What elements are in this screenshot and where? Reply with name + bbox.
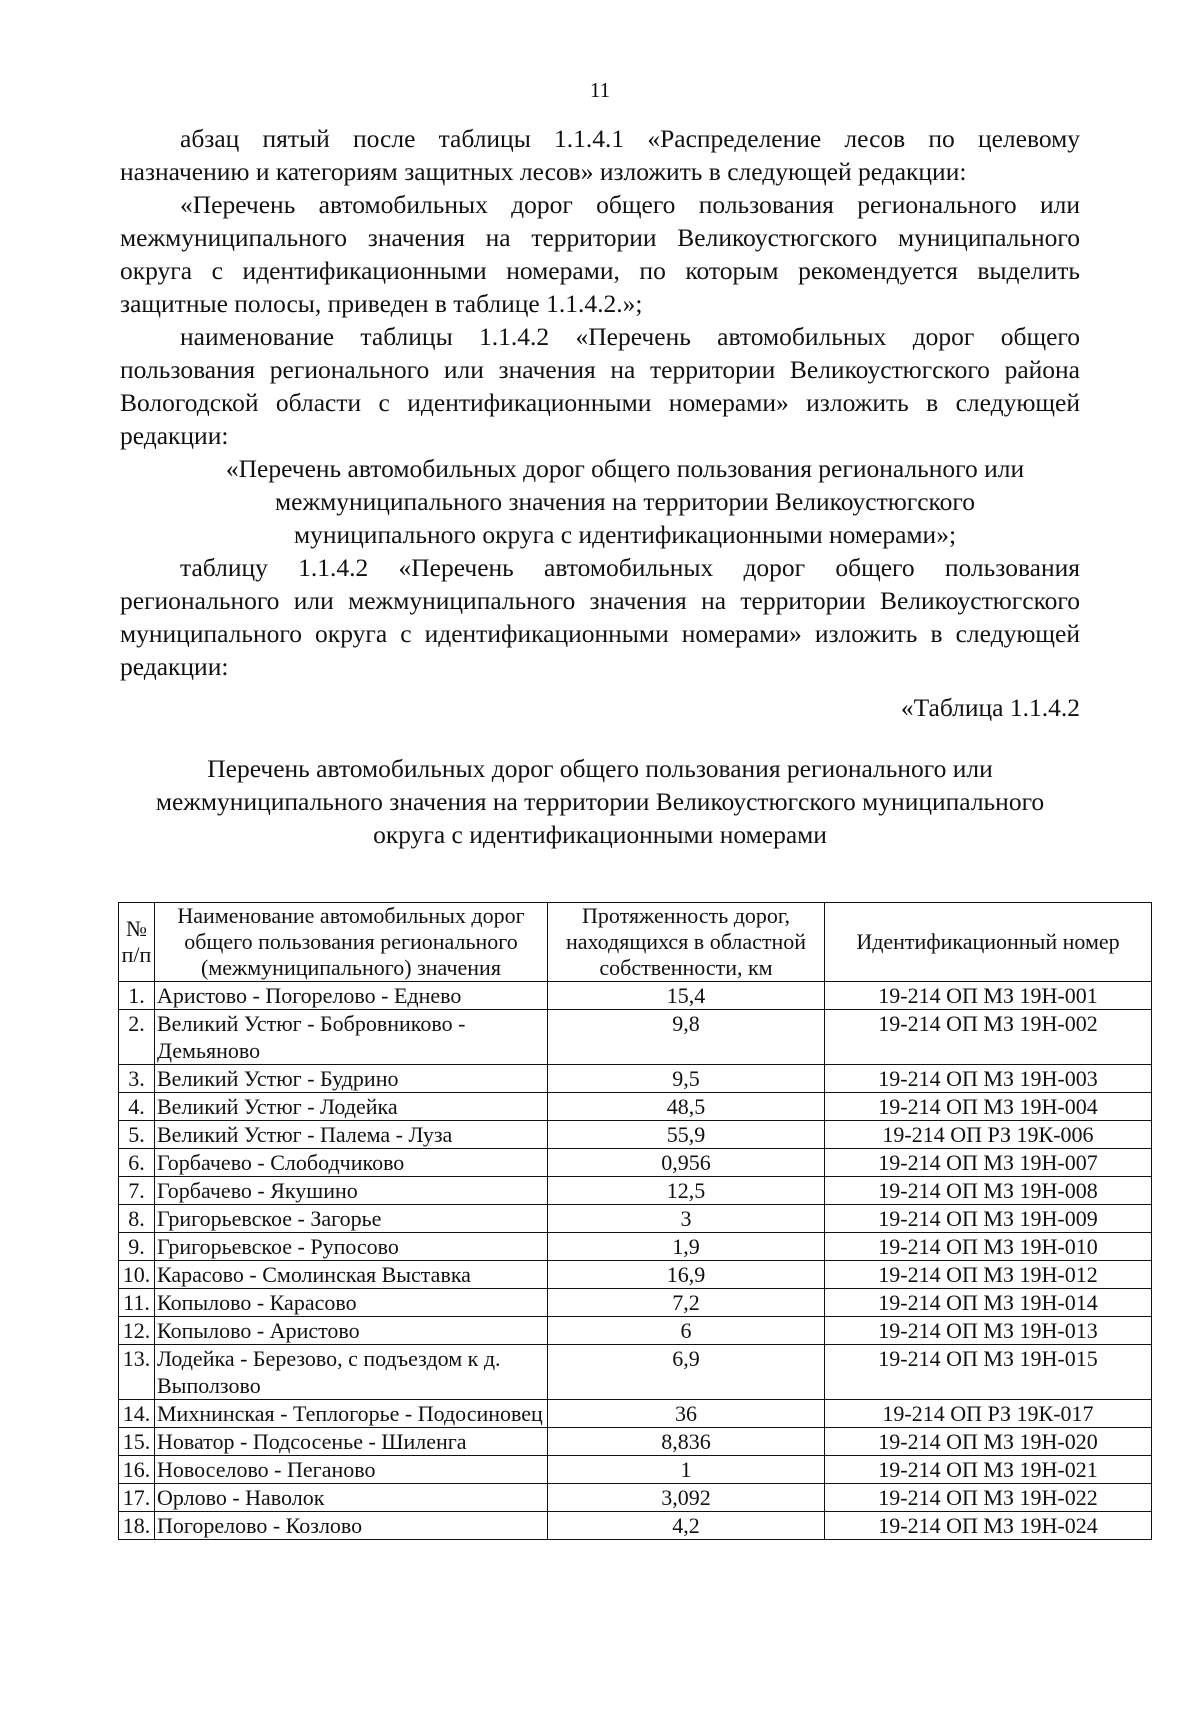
road-id-number: 19-214 ОП МЗ 19Н-013 — [825, 1317, 1152, 1345]
table-title: Перечень автомобильных дорог общего пользования регионального или межмуниципального значения на территории Великоустюгского муниципального округа с идентификационными номерами — [155, 754, 1045, 849]
row-number: 1. — [119, 982, 155, 1010]
row-number: 6. — [119, 1149, 155, 1177]
table-body — [119, 982, 1152, 1540]
road-id-number: 19-214 ОП МЗ 19Н-020 — [825, 1428, 1152, 1456]
row-number: 4. — [119, 1093, 155, 1121]
road-name: Михнинская - Теплогорье - Подосиновец — [155, 1400, 548, 1428]
road-name: Горбачево - Якушино — [155, 1177, 548, 1205]
table-row — [119, 1065, 1152, 1093]
row-number: 12. — [119, 1317, 155, 1345]
table-row — [119, 1484, 1152, 1512]
road-length: 7,2 — [548, 1289, 825, 1317]
table-row — [119, 1177, 1152, 1205]
paragraph-1: абзац пятый после таблицы 1.1.4.1 «Распределение лесов по целевому назначению и категориям защитных лесов» изложить в следующей редакции: — [120, 124, 1080, 186]
road-id-number: 19-214 ОП МЗ 19Н-010 — [825, 1233, 1152, 1261]
road-name: Великий Устюг - Лодейка — [155, 1093, 548, 1121]
road-name: Новоселово - Пеганово — [155, 1456, 548, 1484]
row-number: 8. — [119, 1205, 155, 1233]
table-row — [119, 1233, 1152, 1261]
header-road-name: Наименование автомобильных дорог общего пользования регионального (межмуниципального) значения — [155, 903, 548, 982]
road-id-number: 19-214 ОП МЗ 19Н-012 — [825, 1261, 1152, 1289]
road-length: 3,092 — [548, 1484, 825, 1512]
table-row — [119, 1261, 1152, 1289]
road-length: 15,4 — [548, 982, 825, 1010]
road-name: Лодейка - Березово, с подъездом к д. Выползово — [155, 1345, 548, 1400]
road-length: 6,9 — [548, 1345, 825, 1400]
row-number: 13. — [119, 1345, 155, 1400]
row-number: 11. — [119, 1289, 155, 1317]
road-name: Великий Устюг - Палема - Луза — [155, 1121, 548, 1149]
road-length: 0,956 — [548, 1149, 825, 1177]
road-id-number: 19-214 ОП МЗ 19Н-002 — [825, 1010, 1152, 1065]
table-row — [119, 1149, 1152, 1177]
road-length: 1,9 — [548, 1233, 825, 1261]
table-row — [119, 1093, 1152, 1121]
paragraph-5: таблицу 1.1.4.2 «Перечень автомобильных дорог общего пользования регионального или межмуниципального значения на территории Великоустюгского муниципального округа с идентификационными номерами» изложить в следующей редакции: — [120, 553, 1080, 681]
row-number: 17. — [119, 1484, 155, 1512]
road-length: 55,9 — [548, 1121, 825, 1149]
table-row — [119, 1456, 1152, 1484]
road-length: 3 — [548, 1205, 825, 1233]
road-length: 9,5 — [548, 1065, 825, 1093]
table-row — [119, 1289, 1152, 1317]
road-length: 4,2 — [548, 1512, 825, 1540]
road-id-number: 19-214 ОП МЗ 19Н-021 — [825, 1456, 1152, 1484]
road-length: 36 — [548, 1400, 825, 1428]
road-length: 48,5 — [548, 1093, 825, 1121]
road-length: 16,9 — [548, 1261, 825, 1289]
road-name: Великий Устюг - Бобровниково - Демьяново — [155, 1010, 548, 1065]
road-id-number: 19-214 ОП РЗ 19К-017 — [825, 1400, 1152, 1428]
header-length: Протяженность дорог, находящихся в областной собственности, км — [548, 903, 825, 982]
roads-table — [118, 902, 1152, 1540]
table-row — [119, 982, 1152, 1010]
road-id-number: 19-214 ОП МЗ 19Н-001 — [825, 982, 1152, 1010]
road-name: Великий Устюг - Будрино — [155, 1065, 548, 1093]
table-row — [119, 1010, 1152, 1065]
road-name: Новатор - Подсосенье - Шиленга — [155, 1428, 548, 1456]
table-label: «Таблица 1.1.4.2 — [900, 693, 1080, 722]
row-number: 2. — [119, 1010, 155, 1065]
road-id-number: 19-214 ОП МЗ 19Н-007 — [825, 1149, 1152, 1177]
table-row — [119, 1205, 1152, 1233]
road-id-number: 19-214 ОП МЗ 19Н-014 — [825, 1289, 1152, 1317]
road-name: Горбачево - Слободчиково — [155, 1149, 548, 1177]
road-name: Григорьевское - Загорье — [155, 1205, 548, 1233]
row-number: 14. — [119, 1400, 155, 1428]
table-row — [119, 1121, 1152, 1149]
road-id-number: 19-214 ОП МЗ 19Н-009 — [825, 1205, 1152, 1233]
table-row — [119, 1345, 1152, 1400]
road-id-number: 19-214 ОП МЗ 19Н-004 — [825, 1093, 1152, 1121]
paragraph-2: «Перечень автомобильных дорог общего пользования регионального или межмуниципального значения на территории Великоустюгского муниципального округа с идентификационными номерами, по которым рекомендуется выделить защитные полосы, приведен в таблице 1.1.4.2.»; — [120, 190, 1080, 318]
row-number: 16. — [119, 1456, 155, 1484]
road-id-number: 19-214 ОП МЗ 19Н-022 — [825, 1484, 1152, 1512]
row-number: 3. — [119, 1065, 155, 1093]
road-name: Копылово - Карасово — [155, 1289, 548, 1317]
table-header-row — [119, 903, 1152, 982]
row-number: 5. — [119, 1121, 155, 1149]
row-number: 7. — [119, 1177, 155, 1205]
table-row — [119, 1317, 1152, 1345]
row-number: 18. — [119, 1512, 155, 1540]
road-id-number: 19-214 ОП МЗ 19Н-008 — [825, 1177, 1152, 1205]
road-name: Орлово - Наволок — [155, 1484, 548, 1512]
road-length: 9,8 — [548, 1010, 825, 1065]
table-row — [119, 1400, 1152, 1428]
road-name: Карасово - Смолинская Выставка — [155, 1261, 548, 1289]
road-length: 12,5 — [548, 1177, 825, 1205]
body-text — [120, 122, 1080, 724]
row-number: 15. — [119, 1428, 155, 1456]
row-number: 9. — [119, 1233, 155, 1261]
header-number: № п/п — [119, 903, 155, 982]
table-row — [119, 1428, 1152, 1456]
road-name: Аристово - Погорелово - Еднево — [155, 982, 548, 1010]
road-length: 1 — [548, 1456, 825, 1484]
road-length: 8,836 — [548, 1428, 825, 1456]
table-row — [119, 1512, 1152, 1540]
paragraph-3: наименование таблицы 1.1.4.2 «Перечень автомобильных дорог общего пользования регионального или значения на территории Великоустюгского района Вологодской области с идентификационными номерами» изложить в следующей редакции: — [120, 322, 1080, 450]
road-id-number: 19-214 ОП РЗ 19К-006 — [825, 1121, 1152, 1149]
road-name: Погорелово - Козлово — [155, 1512, 548, 1540]
page-number: 11 — [589, 78, 611, 102]
road-name: Григорьевское - Рупосово — [155, 1233, 548, 1261]
header-id-number: Идентификационный номер — [825, 903, 1152, 982]
paragraph-4-quoted-title: «Перечень автомобильных дорог общего пользования регионального или межмуниципального значения на территории Великоустюгского муниципального округа с идентификационными номерами»; — [225, 454, 1025, 549]
row-number: 10. — [119, 1261, 155, 1289]
road-name: Копылово - Аристово — [155, 1317, 548, 1345]
road-length: 6 — [548, 1317, 825, 1345]
road-id-number: 19-214 ОП МЗ 19Н-015 — [825, 1345, 1152, 1400]
road-id-number: 19-214 ОП МЗ 19Н-024 — [825, 1512, 1152, 1540]
road-id-number: 19-214 ОП МЗ 19Н-003 — [825, 1065, 1152, 1093]
